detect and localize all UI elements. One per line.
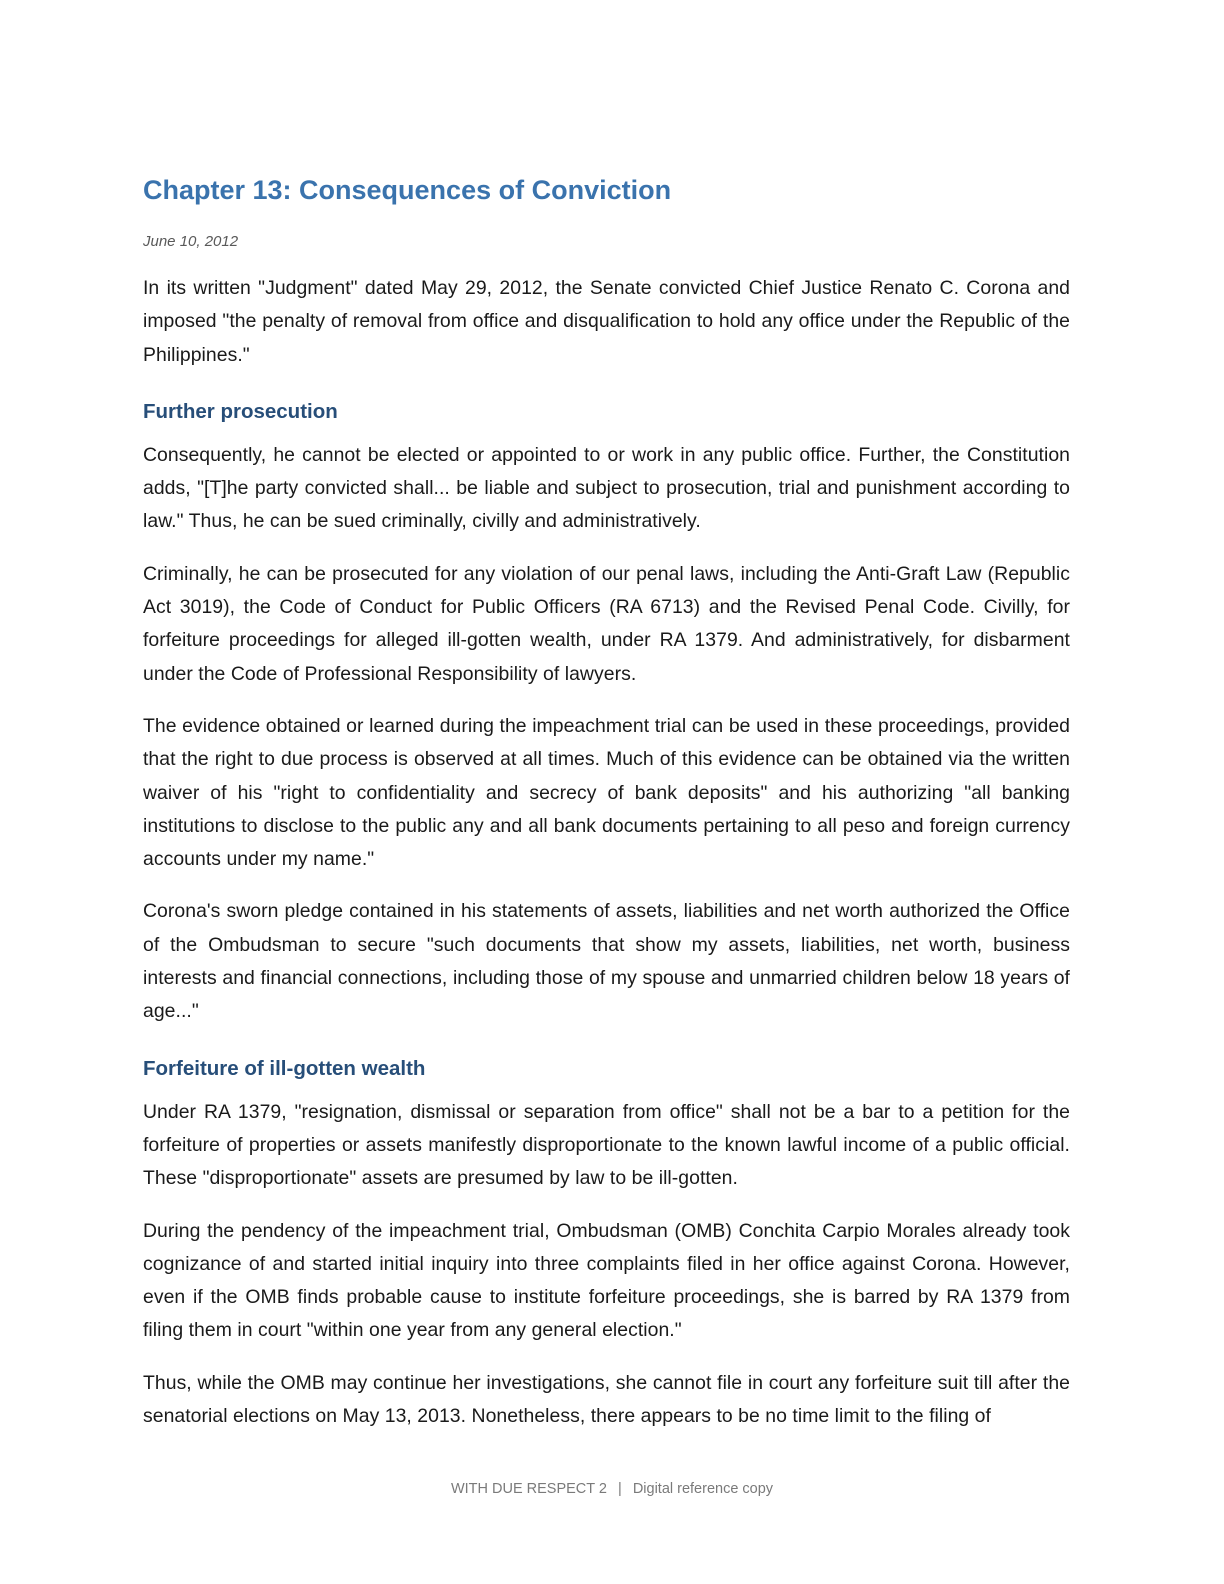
intro-paragraph: In its written "Judgment" dated May 29, 2012, the Senate convicted Chief Justice Renato C. Corona and imposed "the penalty of removal from office and disqualification to hold any office under the Republic of the Philippines." [143, 277, 1070, 366]
footer-separator: | [618, 1481, 622, 1497]
section-heading-further-prosecution: Further prosecution [143, 399, 338, 423]
document-page [143, 168, 1070, 1433]
chapter-title: Chapter 13: Consequences of Conviction [143, 175, 672, 205]
footer-book-title: WITH DUE RESPECT 2 [450, 1481, 607, 1497]
footer-note: Digital reference copy [632, 1481, 774, 1497]
page-footer [0, 1478, 1224, 1500]
section-heading-forfeiture: Forfeiture of ill-gotten wealth [143, 1056, 426, 1080]
chapter-date: June 10, 2012 [143, 233, 239, 250]
paragraph: Under RA 1379, "resignation, dismissal or separation from office" shall not be a bar to a petition for the forfeiture of properties or assets manifestly disproportionate to the known lawful income of a public official. These "disproportionate" assets are presumed by law to be ill-gotten. [143, 1100, 1070, 1190]
paragraph: Criminally, he can be prosecuted for any violation of our penal laws, including the Anti-Graft Law (Republic Act 3019), the Code of Conduct for Public Officers (RA 6713) and the Revised Penal Code. Civilly, for forfeiture proceedings for alleged ill-gotten wealth, under RA 1379. And administratively, for disbarment under the Code of Professional Responsibility of lawyers. [143, 562, 1070, 685]
paragraph-continued: Thus, while the OMB may continue her investigations, she cannot file in court any forfeiture suit till after the senatorial elections on May 13, 2013. Nonetheless, there appears to be no time limit to the filing of [143, 1371, 1070, 1428]
paragraph: The evidence obtained or learned during the impeachment trial can be used in these proceedings, provided that the right to due process is observed at all times. Much of this evidence can be obtained via the written waiver of his "right to confidentiality and secrecy of bank deposits" and his authorizing "all banking institutions to disclose to the public any and all bank documents pertaining to all peso and foreign currency accounts under my name." [143, 714, 1070, 871]
paragraph: During the pendency of the impeachment trial, Ombudsman (OMB) Conchita Carpio Morales already took cognizance of and started initial inquiry into three complaints filed in her office against Corona. However, even if the OMB finds probable cause to institute forfeiture proceedings, she is barred by RA 1379 from filing them in court "within one year from any general election." [143, 1219, 1070, 1342]
paragraph: Consequently, he cannot be elected or appointed to or work in any public office. Further, the Constitution adds, "[T]he party convicted shall... be liable and subject to prosecution, trial and punishment according to law." Thus, he can be sued criminally, civilly and administratively. [143, 443, 1070, 533]
paragraph: Corona's sworn pledge contained in his statements of assets, liabilities and net worth authorized the Office of the Ombudsman to secure "such documents that show my assets, liabilities, net worth, business interests and financial connections, including those of my spouse and unmarried children below 18 years of age..." [143, 900, 1070, 1023]
